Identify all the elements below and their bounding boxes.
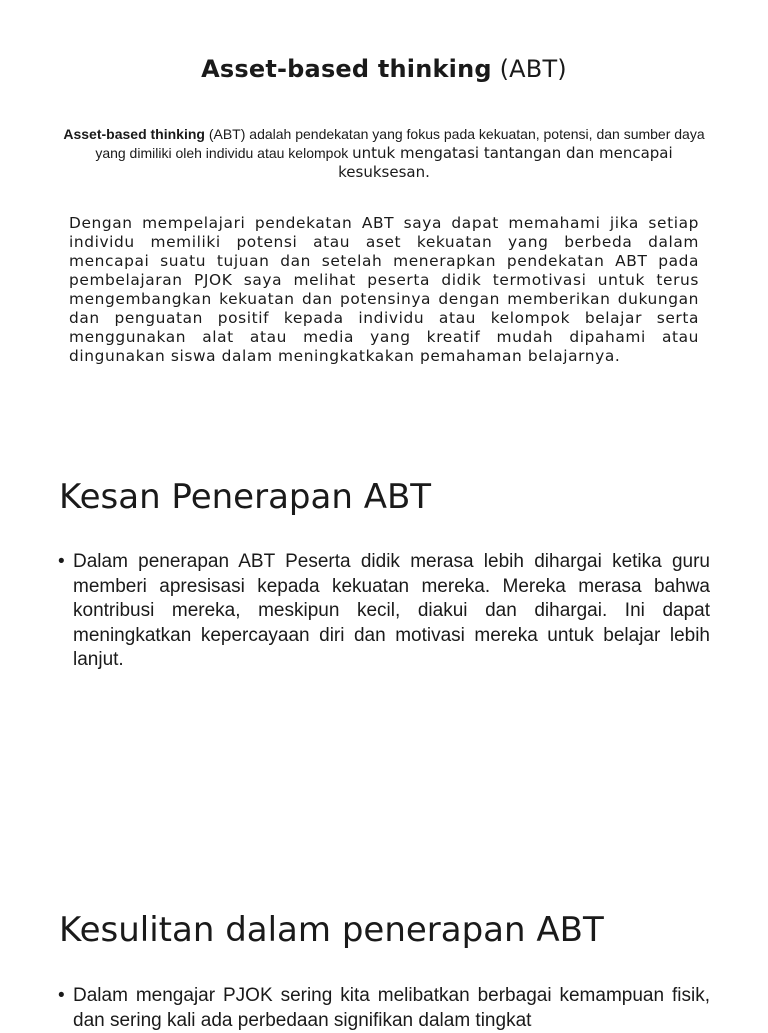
- kesan-bullet-list: [58, 550, 710, 673]
- list-item-text: Dalam mengajar PJOK sering kita melibatkan berbagai kemampuan fisik, dan sering kali ada perbedaan signifikan dalam tingkat: [73, 985, 710, 1031]
- bullet-icon: •: [58, 985, 65, 1006]
- kesulitan-bullet-list: [58, 984, 710, 1033]
- definition-text-part-a: (ABT) adalah pendekatan yang fokus pada kekuatan, potensi, dan sumber daya yang dimiliki oleh individu atau kelompok: [95, 126, 705, 161]
- document-title-bold: Asset-based thinking: [201, 55, 492, 83]
- section-heading-kesulitan: Kesulitan dalam penerapan ABT: [59, 910, 604, 950]
- section-heading-kesan: Kesan Penerapan ABT: [59, 477, 432, 517]
- reflection-paragraph: Dengan mempelajari pendekatan ABT saya dapat memahami jika setiap individu memiliki potensi atau aset kekuatan yang berbeda dalam mencapai suatu tujuan dan setelah menerapkan pendekatan ABT pada pembelajaran PJOK saya melihat peserta didik termotivasi untuk terus mengembangkan kekuatan dan potensinya dengan memberikan dukungan dan penguatan positif kepada individu atau kelompok belajar serta menggunakan alat atau media yang kreatif mudah dipahami atau dingunakan siswa dalam meningkatkakan pemahaman belajarnya.: [69, 214, 699, 365]
- definition-term: Asset-based thinking: [63, 126, 205, 142]
- bullet-icon: •: [58, 551, 65, 572]
- list-item: [58, 550, 710, 673]
- abt-definition: [60, 125, 708, 182]
- list-item: [58, 984, 710, 1033]
- definition-text-part-b: untuk mengatasi tantangan dan mencapai kesuksesan.: [338, 144, 673, 181]
- document-title: [0, 55, 768, 83]
- list-item-text: Dalam penerapan ABT Peserta didik merasa lebih dihargai ketika guru memberi apresisasi kepada kekuatan mereka. Mereka merasa bahwa kontribusi mereka, meskipun kecil, diakui dan dihargai. Ini dapat meningkatkan kepercayaan diri dan motivasi mereka untuk belajar lebih lanjut.: [73, 551, 710, 670]
- document-title-rest: (ABT): [491, 55, 567, 83]
